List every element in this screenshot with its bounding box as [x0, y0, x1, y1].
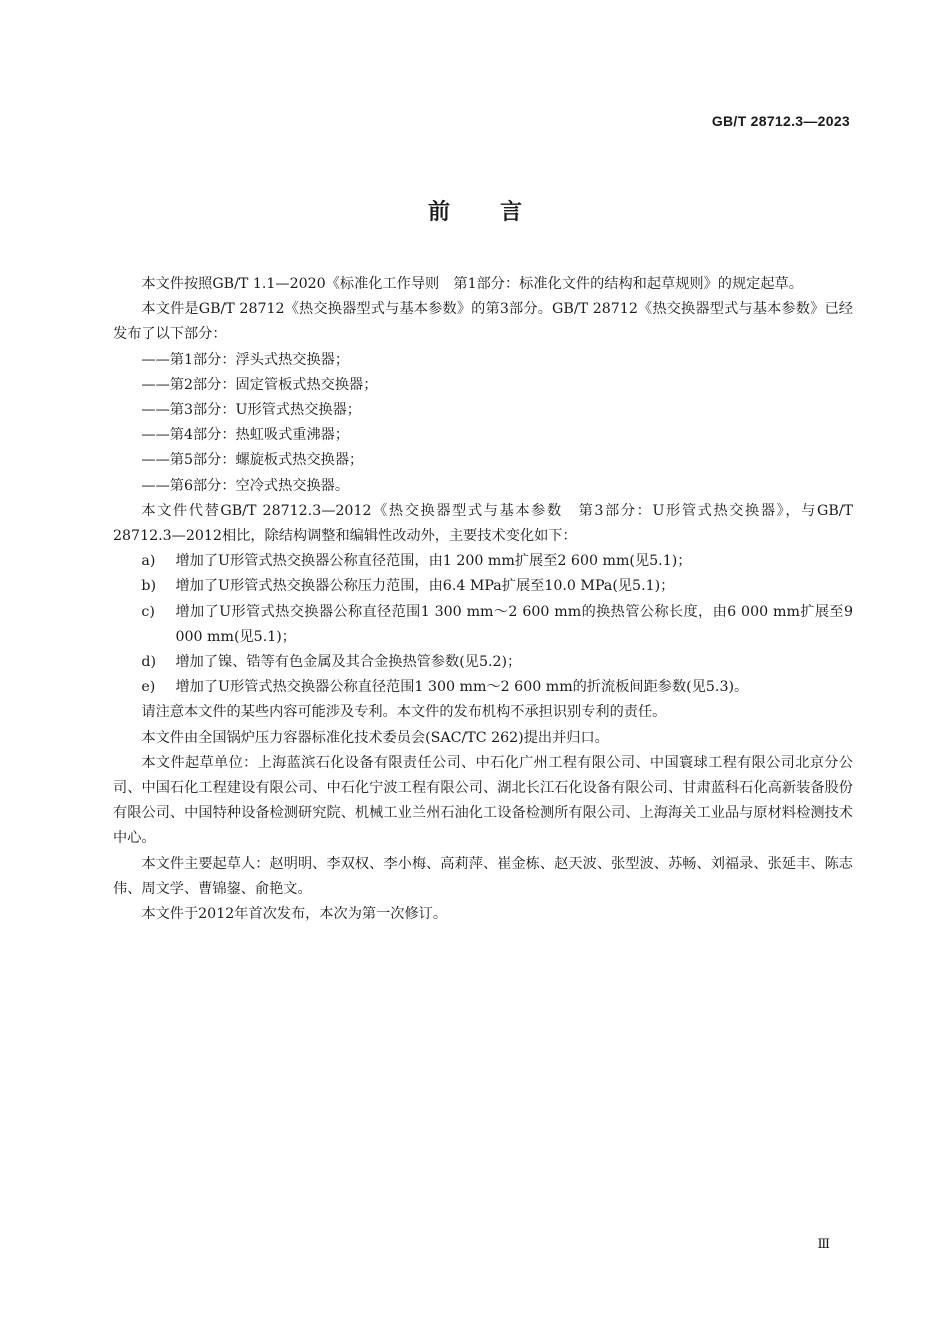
change-text: 增加了U形管式热交换器公称直径范围，由1 200 mm扩展至2 600 mm(见5.1)； — [175, 553, 692, 570]
paragraph-committee: 本文件由全国锅炉压力容器标准化技术委员会(SAC/TC 262)提出并归口。 — [141, 729, 609, 746]
change-marker: c) — [141, 603, 155, 620]
change-text: 增加了U形管式热交换器公称压力范围，由6.4 MPa扩展至10.0 MPa(见5.1)； — [175, 578, 675, 595]
list-item-part-6: ——第6部分：空冷式热交换器。 — [141, 477, 350, 494]
change-item-c — [113, 600, 853, 650]
change-text: 增加了镍、锆等有色金属及其合金换热管参数(见5.2)； — [175, 654, 522, 671]
change-item-d — [113, 650, 853, 675]
change-item-b — [113, 574, 853, 599]
change-marker: e) — [141, 679, 156, 696]
paragraph-drafting-rules: 本文件按照GB/T 1.1—2020《标准化工作导则 第1部分：标准化文件的结构和起草规则》的规定起草。 — [141, 276, 803, 292]
change-marker: a) — [141, 553, 156, 570]
list-item-part-1: ——第1部分：浮头式热交换器； — [141, 351, 350, 368]
list-item-part-3: ——第3部分：U形管式热交换器； — [141, 402, 361, 419]
list-item-part-2: ——第2部分：固定管板式热交换器； — [141, 376, 378, 393]
page-title: 前言 — [427, 200, 572, 225]
paragraph-drafting-units: 本文件起草单位：上海蓝滨石化设备有限责任公司、中石化广州工程有限公司、中国寰球工程有限公司北京分公司、中国石化工程建设有限公司、中石化宁波工程有限公司、湖北长江石化设备有限公司、甘肃蓝科石化高新装备股份有限公司、中国特种设备检测研究院、机械工业兰州石油化工设备检测所有限公司、上海海关工业品与原材料检测技术中心。 — [113, 754, 853, 847]
change-item-e — [113, 675, 853, 700]
change-text: 增加了U形管式热交换器公称直径范围1 300 mm～2 600 mm的换热管公称长度，由6 000 mm扩展至9 000 mm(见5.1)； — [175, 603, 853, 645]
standard-number: GB/T 28712.3—2023 — [711, 113, 850, 129]
change-marker: d) — [141, 654, 157, 671]
paragraph-replacement: 本文件代替GB/T 28712.3—2012《热交换器型式与基本参数 第3部分：U形管式热交换器》，与GB/T 28712.3—2012相比，除结构调整和编辑性改动外，主要技术变化如下： — [113, 502, 853, 545]
paragraph-drafters: 本文件主要起草人：赵明明、李双权、李小梅、高莉萍、崔金栋、赵天波、张型波、苏畅、刘福录、张延丰、陈志伟、周文学、曹锦鋆、俞艳文。 — [113, 855, 853, 897]
paragraph-series-intro: 本文件是GB/T 28712《热交换器型式与基本参数》的第3部分。GB/T 28712《热交换器型式与基本参数》已经发布了以下部分： — [113, 301, 853, 343]
change-marker: b) — [141, 578, 157, 595]
foreword-body — [113, 272, 853, 927]
page-number: Ⅲ — [817, 1237, 830, 1252]
paragraph-history: 本文件于2012年首次发布，本次为第一次修订。 — [141, 906, 448, 923]
change-text: 增加了U形管式热交换器公称直径范围1 300 mm～2 600 mm的折流板间距参数(见5.3)。 — [175, 679, 749, 696]
change-item-a — [113, 549, 853, 574]
list-item-part-5: ——第5部分：螺旋板式热交换器； — [141, 452, 364, 469]
paragraph-patent-notice: 请注意本文件的某些内容可能涉及专利。本文件的发布机构不承担识别专利的责任。 — [141, 704, 667, 721]
list-item-part-4: ——第4部分：热虹吸式重沸器； — [141, 427, 350, 444]
